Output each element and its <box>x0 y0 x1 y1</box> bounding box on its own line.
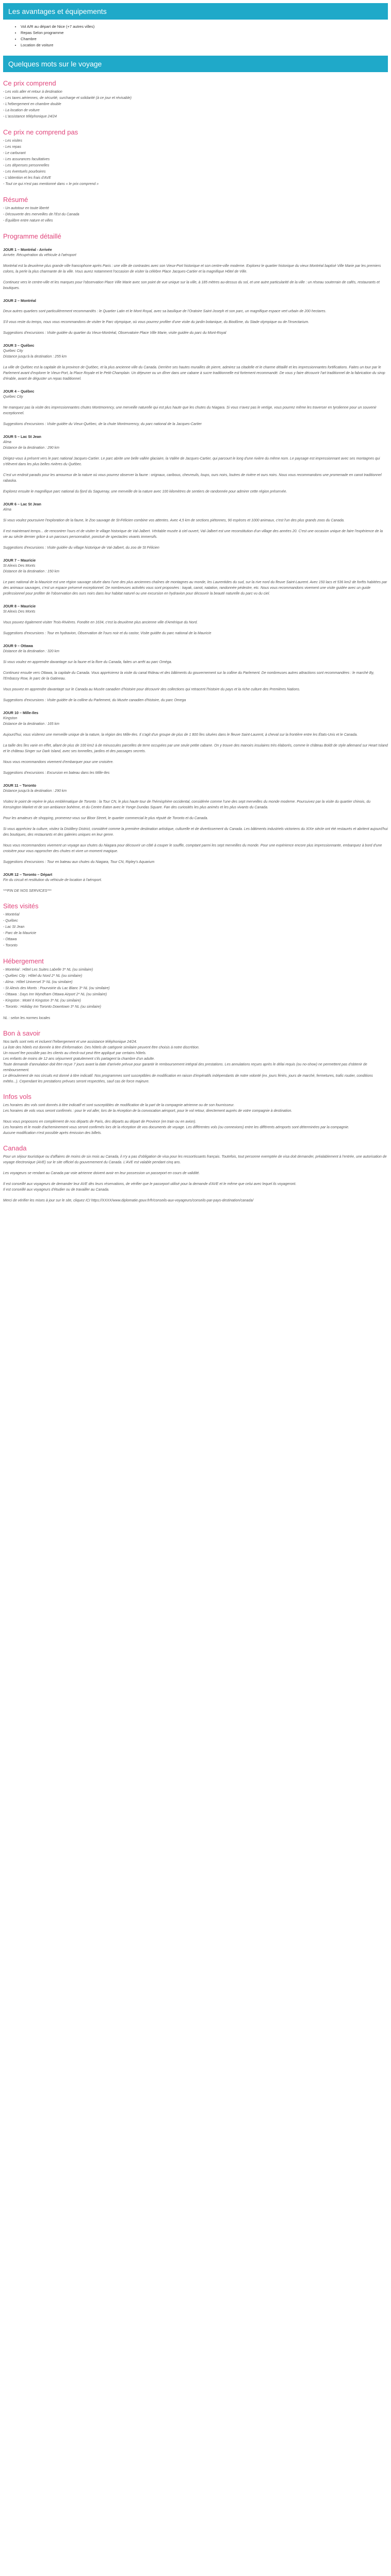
day-subtitle: Distance de la destination : 150 km <box>3 570 59 573</box>
list-item: - Montréal : Hôtel Les Suites Labelle 3* NL (ou similaire) <box>3 968 93 972</box>
day-title: JOUR 1 – Montréal - Arrivée <box>3 247 52 252</box>
paragraph: Pour un séjour touristique ou d'affaires de moins de six mois au Canada, il n'y a pas d'obligation de visa pour les ressortissants français. Toutefois, tout personne exemptée de visa doit demander, préalablement à l'entrée, une autorisation de voyage électronique (AVE) sur le site officiel du gouvernement du Canada. L'AVE est valable pendant cinq ans. <box>3 1155 387 1164</box>
day-title: JOUR 11 – Toronto <box>3 783 37 788</box>
day-title: JOUR 5 – Lac St Jean <box>3 434 41 439</box>
day-subtitle: Alma <box>3 508 11 512</box>
canada-text <box>3 1154 388 1204</box>
day-paragraph: Si vous appréciez la culture, visitez la Distillery District, considéré comme la première destination artistique, culturelle et de divertissement du Canada. Les bâtiments industriels victoriens du XIXe siècle ont été restaurés et abritent aujourd'hui des boutiques, des restaurants et des galeries uniques en leur genre. <box>3 827 388 837</box>
programme-day <box>3 434 388 495</box>
day-paragraph: Vous pouvez en apprendre davantage sur le Canada au Musée canadien d'histoire pour découvrir des collections qui retracent l'histoire du pays et la riche culture des Premières Nations. <box>3 688 300 691</box>
day-subtitle: Distance de la destination : 320 km <box>3 650 59 653</box>
programme-day <box>3 643 388 703</box>
day-paragraph: Le parc national de la Mauricie est une région sauvage située dans l'une des plus anciennes chaînes de montagnes au monde, les Laurentides du sud, sur la rive nord du fleuve Saint-Laurent. Avec 150 lacs et 536 km2 de forêts habitées par des animaux sauvages, c'est un espace préservé exceptionnel. De nombreuses activités vous sont proposées : kayak, canot, natation, randonnée pédestre, etc. Nous vous recommandons vivement une visite guidée avec un guide professionnel pour profiter de l'observation des ours noirs dans leur habitat naturel ou une excursion en hydravion pour découvrir la beauté naturelle du parc vu du ciel. <box>3 581 387 596</box>
day-paragraph: La taille des îles varie en effet, allant de plus de 100 km2 à de minuscules parcelles de terre occupées par une seule petite cabane. On y trouve des manoirs insulaires très élaborés, comme le château Boldt de style allemand sur Heart Island et le château Singer sur Dark Island, avec ses tonnelles, jardins et des passages secrets. <box>3 744 388 753</box>
day-paragraph: C'est un endroit paradis pour les amoureux de la nature où vous pourrez observer la faune : orignaux, caribous, chevreuils, loups, ours noirs, loutres de rivière et ours noirs. Nous vous recommandons une promenade en canot traditionnel rabaska. <box>3 473 382 483</box>
list-item: - Les taxes aériennes, de sécurité, surcharge et solidarité (à ce jour et révisable) <box>3 96 132 100</box>
infos-vols-title: Infos vols <box>3 1093 31 1100</box>
list-item: - Équilibre entre nature et villes <box>3 219 53 223</box>
list-item: - Le carburant <box>3 151 26 155</box>
day-paragraph: Montréal est la deuxième plus grande ville francophone après Paris : une ville de contrastes avec son Vieux-Port historique et son centre-ville moderne. Explorez le quartier historique du vieux Montréal baptisé Ville Marie par les premiers colons, la perle la plus charmante de la ville. Vous aurez notamment l'occasion de visiter la célèbre Place Jacques-Cartier et la magnifique Hôtel de Ville. <box>3 264 381 274</box>
list-item: - L'assistance téléphonique 24/24 <box>3 115 57 118</box>
list-item: - Un autotour en toute liberté <box>3 207 50 210</box>
list-item: - Kingston : Motel 6 Kingston 3* NL (ou similaire) <box>3 999 81 1003</box>
day-paragraph: Suggestions d'excursions : Visite guidée du Vieux-Québec, de la chute Montmorency, du parc national de la Jacques-Cartier <box>3 422 202 426</box>
list-item: - St Alexis des Monts : Pourvoirie du Lac Blanc 3* NL (ou similaire) <box>3 987 110 990</box>
list-item: - Ottawa : Days Inn Wyndham Ottawa Airport 2* NL (ou similaire) <box>3 993 107 996</box>
day-paragraph: Pour les amateurs de shopping, promenez-vous sur Bloor Street, le quartier commercial le plus réputé de Toronto et du Canada. <box>3 817 208 820</box>
day-paragraph: Explorez ensuite le magnifique parc national du fjord du Saguenay, une merveille de la nature avec 100 kilomètres de sentiers de randonnée pour admirer cette région préservée. <box>3 490 287 494</box>
day-paragraph: Si vous voulez poursuivre l'exploration de la faune, le Zoo sauvage de St-Félicien combine vos attentes. Avec 4,5 km de sections piétonnes, 90 espèces et 1000 animaux, c'est l'un des plus grands zoos du Canada. <box>3 519 345 522</box>
day-paragraph: Nous vous recommandons vivement d'embarquer pour une croisière. <box>3 760 114 764</box>
prix-ne-comprend-title: Ce prix ne comprend pas <box>3 128 78 136</box>
day-subtitle: Québec City <box>3 395 23 399</box>
list-item: - L'hébergement en chambre double <box>3 103 61 106</box>
day-paragraph: Suggestions d'excursions : Tour en bateau aux chutes du Niagara, Tour CN, Ripley's Aquarium <box>3 860 155 864</box>
list-item: - Les repas <box>3 145 22 149</box>
paragraph: Les horaires et le mode d'acheminement vous seront confirmés lors de la réception de vos documents de voyage. Les différentes vols (ou connexions) entre les différents aéroports sont déterminées par la compagnie. <box>3 1126 349 1129</box>
programme-day <box>3 343 388 382</box>
day-paragraph: Suggestions d'excursions : Tour en hydravion, Observation de l'ours noir et du castor, Visite guidée du parc national de la Mauricie <box>3 632 211 635</box>
list-item: - Les éventuels pourboires <box>3 170 46 174</box>
sites-title: Sites visités <box>3 902 39 910</box>
resume-list <box>3 206 388 224</box>
day-paragraph: Aujourd'hui, vous visiterez une merveille unique de la nature, la région des Mille-Iles. Il s'agit d'un groupe de plus de 1 800 îles situées dans le fleuve Saint-Laurent, à cheval sur la frontière entre les États-Unis et le Canada. <box>3 733 358 737</box>
prix-ne-comprend-list <box>3 138 388 188</box>
list-item: - Découverte des merveilles de l'Est du Canada <box>3 213 79 216</box>
day-title: JOUR 12 – Toronto – Départ <box>3 872 53 877</box>
avantage-item: • Chambre <box>21 36 388 42</box>
paragraph: Nous vous proposons en complément de nos départs de Paris, des départs au départ de Province (en train ou en avion). <box>3 1120 197 1124</box>
day-subtitle: Kingston <box>3 717 18 720</box>
list-item: - Les dépenses personnelles <box>3 164 50 167</box>
list-item: - Québec City : Hôtel du Nord 2* NL (ou similaire) <box>3 974 83 978</box>
day-paragraph: La ville de Québec est la capitale de la province de Québec, et la plus ancienne ville du Canada. Derrière ses hautes murailles de pierre, admirez sa citadelle et le charme détaillé et les impressionnantes fortifications. Faites un tour par le Parlement avant d'explorer le Vieux-Port, la Place Royale et le Petit-Champlain. Un déjeuner ou un dîner dans une cabane à sucre traditionnelle est fortement recommandé. De vous y faire découvrir l'art traditionnel de la fabrication du sirop d'érable, avant de déguster un repas traditionnel. <box>3 366 385 381</box>
list-item: - Québec <box>3 919 18 923</box>
avantage-item: • Repas Selon programme <box>21 30 388 36</box>
list-item: - Toronto <box>3 944 18 947</box>
day-subtitle: Distance de la destination : 165 km <box>3 722 59 726</box>
day-subtitle: St Alexis Des Monts <box>3 564 36 568</box>
day-title: JOUR 6 – Lac St Jean <box>3 502 41 506</box>
programme-day <box>3 389 388 427</box>
day-subtitle: Fin du circuit et restitution du véhicule de location à l'aéroport. <box>3 878 102 882</box>
day-paragraph: Continuez vers le centre-ville et les marques pour l'observation Place Ville Marie avec son point de vue unique sur la ville, à 185 mètres au-dessus du sol, et une autre particularité de la ville : un réseau souterrain de cafés, restaurants et boutiques. <box>3 281 380 290</box>
list-item: - Les vols aller et retour à destination <box>3 90 62 94</box>
list-item: - Alma : Hôtel Universel 3* NL (ou similaire) <box>3 980 73 984</box>
programme-days <box>3 247 388 894</box>
day-title: JOUR 9 – Ottawa <box>3 643 33 648</box>
day-subtitle: St Alexis Des Monts <box>3 610 36 614</box>
paragraph: Les voyageurs se rendant au Canada par voie aérienne doivent avoir en leur possession un passeport en cours de validité. <box>3 1172 200 1175</box>
canada-title: Canada <box>3 1144 27 1152</box>
day-subtitle: Distance jusqu'à la destination : 255 km <box>3 355 67 359</box>
list-item: - Tout ce qui n'est pas mentionné dans « le prix comprend » <box>3 182 99 186</box>
list-item: - L'obtention et les frais d'AVE <box>3 176 51 180</box>
quelques-mots-banner: Quelques mots sur le voyage <box>3 56 388 72</box>
bon-savoir-title: Bon à savoir <box>3 1029 41 1037</box>
paragraph: Les enfants de moins de 12 ans séjournent gratuitement s'ils partagent la chambre d'un adulte. <box>3 1057 155 1061</box>
paragraph: Les horaires des vols sont donnés à titre indicatif et sont susceptibles de modification de la part de la compagnie aérienne ou de son fournisseur. <box>3 1104 235 1107</box>
paragraph: Toute demande d'annulation doit être reçue 7 jours avant la date d'arrivée prévue pour garantir le remboursement intégral des prestations. Les annulations reçues après le délai requis (ou no-show) ne permettent pas d'obtenir de remboursement. <box>3 1063 367 1072</box>
list-item: - Les assurances facultatives <box>3 158 50 161</box>
hebergement-list <box>3 967 388 1010</box>
programme-day <box>3 872 388 894</box>
day-title: JOUR 4 – Québec <box>3 389 35 394</box>
day-paragraph: Si vous voulez en apprendre davantage sur la faune et la flore du Canada, faites un arrêt au parc Oméga. <box>3 660 172 664</box>
day-title: JOUR 7 – Mauricie <box>3 558 36 563</box>
sites-list <box>3 912 388 949</box>
avantage-item: • Vol A/R au départ de Nice (+7 autres villes) <box>21 24 388 30</box>
hebergement-title: Hébergement <box>3 957 44 965</box>
prix-comprend-title: Ce prix comprend <box>3 79 56 87</box>
page <box>0 3 391 1204</box>
day-paragraph: Suggestions d'excursions : Visite guidée de la colline du Parlement, du Musée canadien d'histoire, du parc Omega <box>3 699 186 702</box>
day-subtitle: Distance jusqu'à la destination : 290 km <box>3 789 67 793</box>
paragraph: Il est conseillé aux voyageurs de demander leur AVE dès leurs réservations, de vérifier que le passeport utilisé pour la demande d'AVE et le même que celui avec lequel ils voyageront. <box>3 1182 297 1186</box>
paragraph: Il est conseillé aux voyageurs d'étudier ou de travailler au Canada. <box>3 1188 110 1192</box>
list-item: - Parc de la Mauricie <box>3 931 37 935</box>
programme-day <box>3 558 388 597</box>
hebergement-note: NL : selon les normes locales <box>3 1016 51 1020</box>
day-paragraph: Suggestions d'excursions : Visite guidée du quartier du Vieux-Montréal, Observatoire Place Ville Marie, visite guidée du parc du Mont-Royal <box>3 331 226 335</box>
paragraph: Nos tarifs sont nets et incluent l'hébergement et une assistance téléphonique 24/24. <box>3 1040 137 1044</box>
programme-day <box>3 604 388 636</box>
list-item: - Lac St Jean <box>3 925 25 929</box>
avantages-list <box>21 24 388 48</box>
bon-savoir-text <box>3 1039 388 1084</box>
day-paragraph: Nous vous recommandons vivement un voyage aux chutes du Niagara pour découvrir un côté à couper le souffle, comptant parmi les sept merveilles du monde. Pour une expérience encore plus impressionnante, embarquez à bord d'une croisière pour vous rapprocher des chutes et vivre un moment magique. <box>3 844 382 853</box>
resume-title: Résumé <box>3 196 28 204</box>
day-paragraph: Continuez ensuite vers Ottawa, la capitale du Canada. Vous apprécierez la visite du canal Rideau et des bâtiments du gouvernement sur la colline du Parlement. De nombreuses autres attractions sont recommandées : le marché By, l'Embassy Row, le parc de la Gatineau. <box>3 671 374 681</box>
day-title: JOUR 2 – Montréal <box>3 298 36 303</box>
day-title: JOUR 3 – Québec <box>3 343 35 348</box>
day-subtitle: Distance de la destination : 290 km <box>3 446 59 450</box>
avantages-banner: Les avantages et équipements <box>3 3 388 20</box>
day-subtitle: Alma <box>3 440 11 444</box>
paragraph: Le déroulement de nos circuits est donné à titre indicatif. Nos programmes sont susceptibles de modification en raison d'impératifs indépendants de notre volonté (ex. jours fériés, jours de marché, fermetures, trafic routier, conditions météo...). Cependant les prestations prévues seront respectées, sauf cas de force majeure. <box>3 1074 373 1083</box>
day-paragraph: S'il vous reste du temps, nous vous recommandons de visiter le Parc olympique, où vous pourrez profiter d'une visite du jardin botanique, du Biodôme, du Stade olympique ou de l'Insectarium. <box>3 320 309 324</box>
day-paragraph: Deux autres quartiers sont particulièrement recommandés : le Quartier Latin et le Mont Royal, avec sa basilique de l'Oratoire Saint-Joseph et son parc, un magnifique espace vert urbain de 200 hectares. <box>3 310 327 313</box>
avantage-item: • Location de voiture <box>21 42 388 48</box>
paragraph: Merci de vérifier les mises à jour sur le site, cliquez ICI https://XXXX/www.diplomatie.gouv.fr/fr/conseils-aux-voyageurs/conseils-par-pays-destination/canada/ <box>3 1199 254 1202</box>
programme-day <box>3 298 388 336</box>
list-item: - Ottawa <box>3 938 17 941</box>
day-title: JOUR 8 – Mauricie <box>3 604 36 608</box>
paragraph: La liste des hôtels est donnée à titre d'information. Des hôtels de catégorie similaire peuvent être choisis à notre discrétion. <box>3 1046 200 1049</box>
day-title: JOUR 10 – Mille-Iles <box>3 710 39 715</box>
day-paragraph: Suggestions d'excursions : Excursion en bateau dans les Mille-Iles <box>3 771 110 775</box>
list-item: - Les visites <box>3 139 22 143</box>
list-item: - La location de voiture <box>3 109 40 112</box>
day-paragraph: Il est maintenant temps... de rencontrer l'ours et de visiter le village historique de Val-Jalbert. Véritable musée à ciel ouvert, Val-Jalbert est une reconstitution d'un village des années 20. C'est une occasion unique de faire l'expérience de la vie au siècle dernier grâce à un parcours personnalisé, ponctué de spectacles vivants immersifs. <box>3 530 383 539</box>
programme-day <box>3 247 388 291</box>
list-item: - Montréal <box>3 913 20 917</box>
programme-day <box>3 783 388 865</box>
day-paragraph: Visitez le point de repère le plus emblématique de Toronto : la Tour CN, le plus haute tour de l'hémisphère occidental, considérée comme l'une des sept merveilles du monde moderne. Poursuivez par la visite du quartier chinois, du Kensington Market et de son ambiance bohème, et du Centre Eaton avec le Yonge Dundas Square. Fan des curiosités les plus animés et les plus vivants du Canada. <box>3 800 371 809</box>
day-paragraph: Vous pouvez également visiter Trois-Rivières. Fondée en 1634, c'est la deuxième plus ancienne ville d'Amérique du Nord. <box>3 621 198 624</box>
list-item: - Toronto : Holiday Inn Toronto Downtown 3* NL (ou similaire) <box>3 1005 102 1009</box>
day-paragraph: Suggestions d'excursions : Visite guidée du village historique de Val-Jalbert, du zoo de St Félicien <box>3 546 159 550</box>
paragraph: Un nouvel fee possible pas les clients au check-out peut être appliqué par certains hôtels. <box>3 1052 146 1055</box>
programme-title: Programme détaillé <box>3 232 61 240</box>
paragraph: Les horaires de vols vous seront confirmés : pour le vol aller, lors de la réception de la convocation aéroport, pour le vol retour, directement auprès de votre compagnie à destination. <box>3 1109 292 1113</box>
programme-day <box>3 502 388 551</box>
programme-day <box>3 710 388 776</box>
day-paragraph: Ne manquez pas la visite des impressionnantes chutes Montmorency, une merveille naturelle qui est plus haute que les chutes du Niagara. Si vous n'avez pas le vertige, vous pourrez même les traverser en tyrolienne pour un souvenir exceptionnel. <box>3 406 377 415</box>
day-paragraph: ***FIN DE NOS SERVICES*** <box>3 889 52 893</box>
day-paragraph: Dirigez-vous à présent vers le parc national Jacques-Cartier. Le parc abrite une belle vallée glaciaire, la Vallée de Jacques-Cartier, qui parcourt le long d'une rivière du même nom. Le paysage est impressionnant avec ses montagnes qui s'élèvent dans les plus belles rivières du Québec. <box>3 457 380 466</box>
infos-vols-text <box>3 1103 388 1136</box>
day-subtitle: Québec City <box>3 349 23 353</box>
day-subtitle: Arrivée. Récupération du véhicule à l'aéroport <box>3 253 76 257</box>
paragraph: Aucune modification n'est possible après émission des billets. <box>3 1131 102 1135</box>
prix-comprend-list <box>3 89 388 120</box>
